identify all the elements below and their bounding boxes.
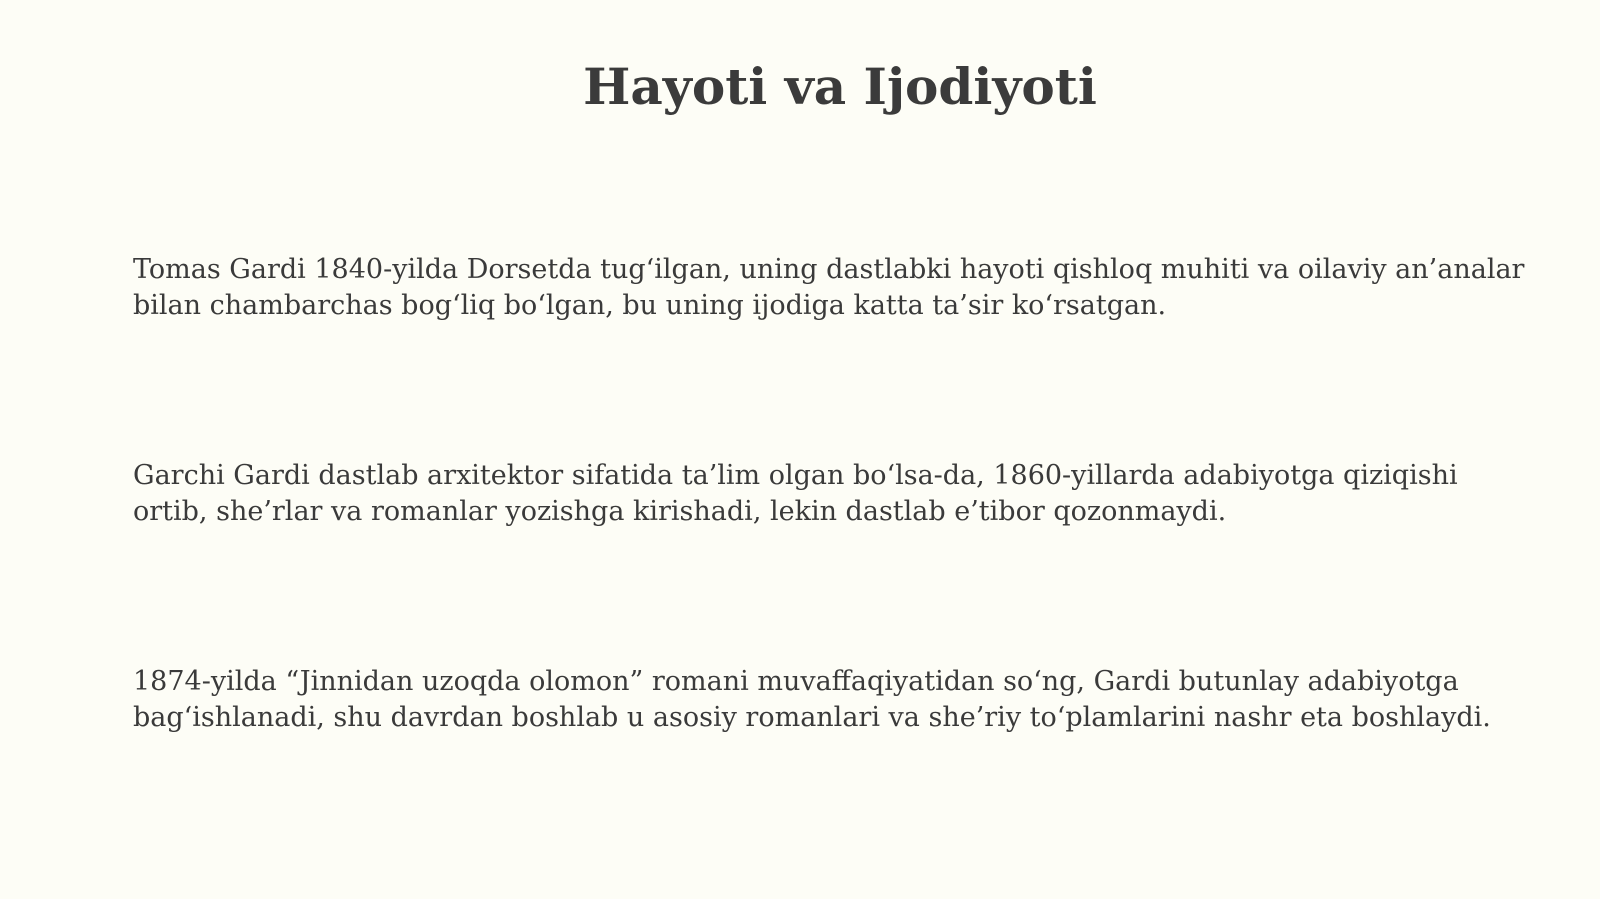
slide-title: Hayoti va Ijodiyoti	[583, 57, 1097, 116]
paragraph-literary-career: 1874-yilda “Jinnidan uzoqda olomon” romani muvaffaqiyatidan so‘ng, Gardi butunlay adabiyotga bag‘ishlanadi, shu davrdan boshlab u asosiy romanlari va she’riy to‘plamlarini nashr eta boshlaydi.	[133, 666, 1491, 733]
paragraph-early-life: Tomas Gardi 1840-yilda Dorsetda tug‘ilgan, uning dastlabki hayoti qishloq muhiti va oilaviy an’analar bilan chambarchas bog‘liq bo‘lgan, bu uning ijodiga katta ta’sir ko‘rsatgan.	[133, 254, 1525, 321]
paragraph-education: Garchi Gardi dastlab arxitektor sifatida ta’lim olgan bo‘lsa-da, 1860-yillarda adabiyotga qiziqishi ortib, she’rlar va romanlar yozishga kirishadi, lekin dastlab e’tibor qozonmaydi.	[133, 460, 1458, 527]
